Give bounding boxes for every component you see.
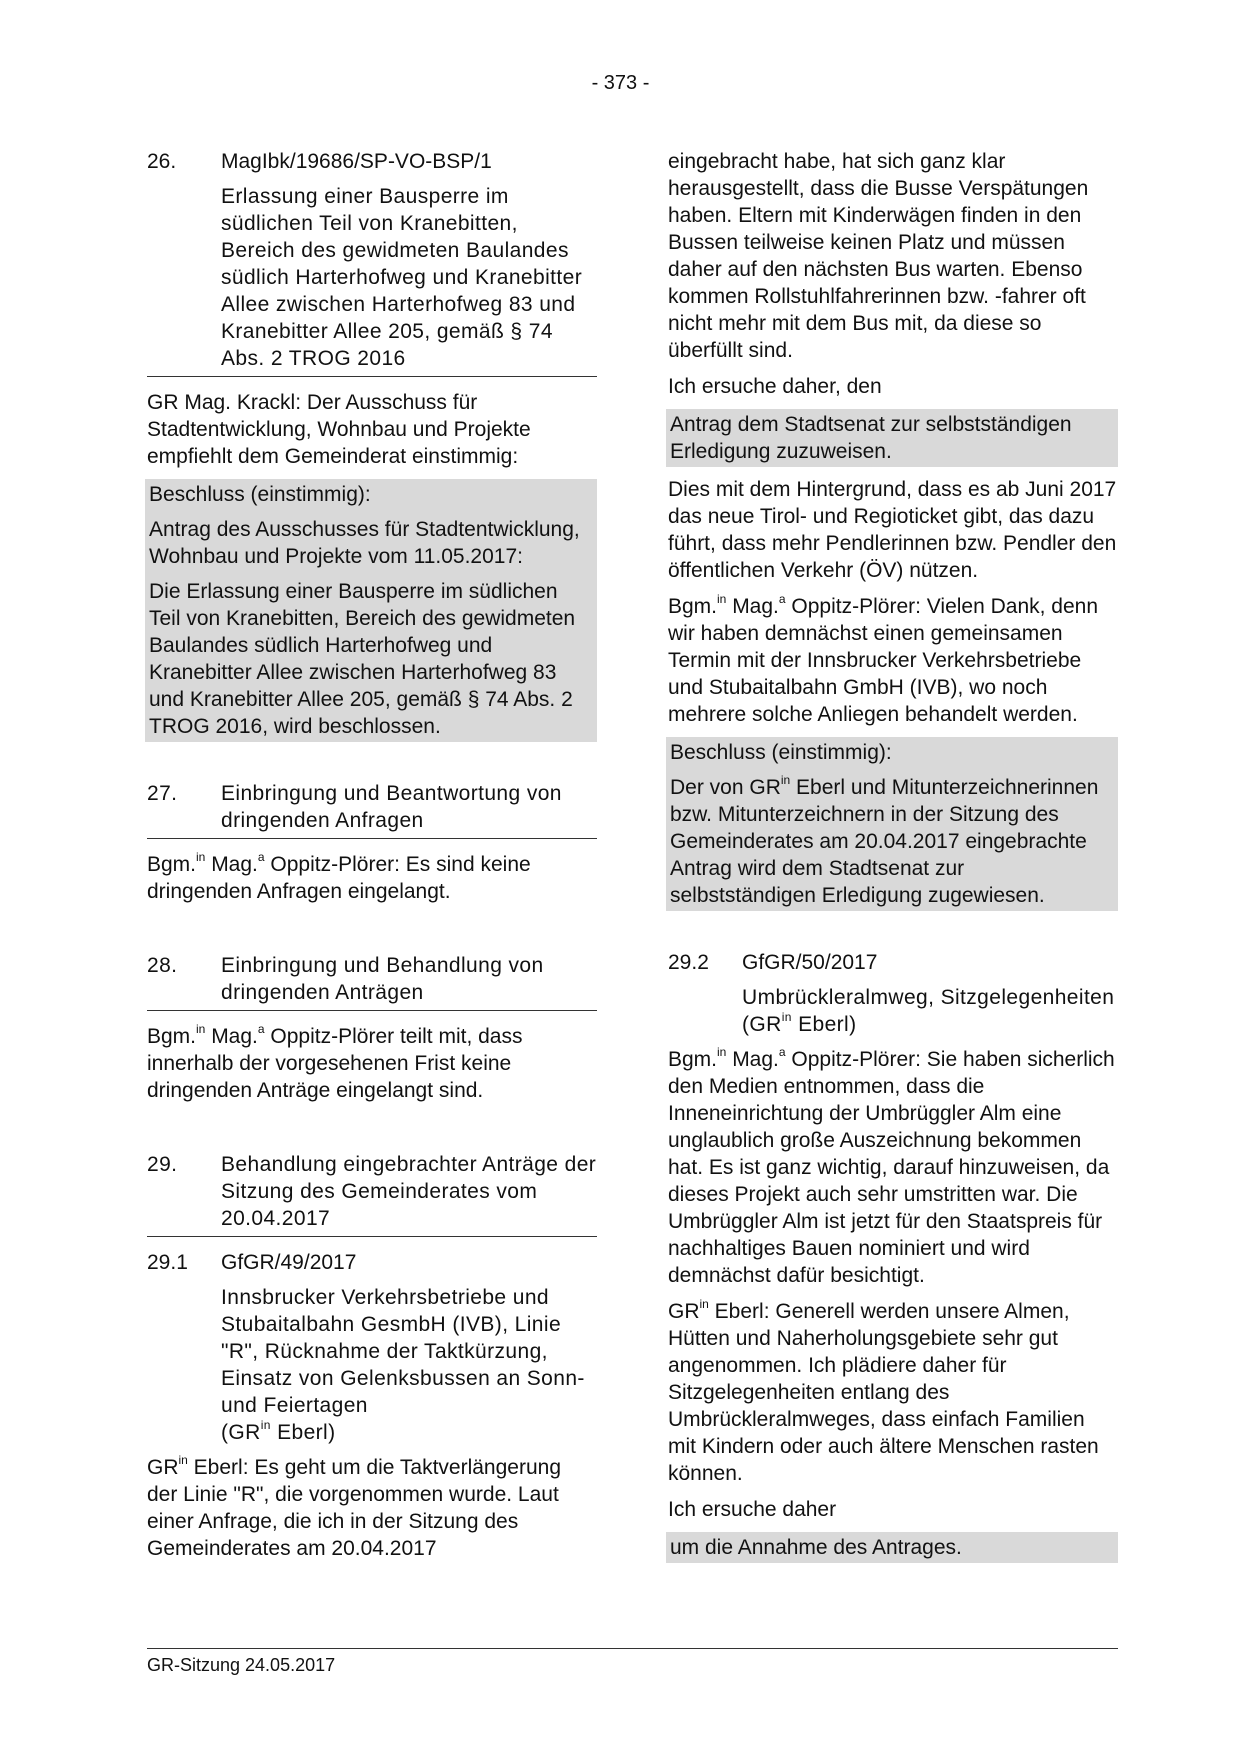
request-text: Ich ersuche daher bbox=[668, 1498, 837, 1521]
item-heading: Einbringung und Behandlung von dringenden Anträgen bbox=[221, 954, 544, 1004]
continued-text: eingebracht habe, hat sich ganz klar herausgestellt, dass die Busse Verspätungen haben. Eltern mit Kinderwägen finden in den Bussen teilweise keinen Platz und müssen daher auf den nächsten Bus warten. Ebenso kommen Rollstuhlfahrerinnen bzw. -fahrer oft nicht mehr mit dem Bus mit, da diese so überfüllt sind. bbox=[668, 150, 1089, 362]
left-column bbox=[147, 148, 597, 1571]
reply-text: Bgm.$^{in}$ Mag.$^a$ Oppitz-Plörer: Vielen Dank, denn wir haben demnächst einen gemeinsamen Termin mit der Innsbrucker Verkehrsbetriebe und Stubaitalbahn GmbH (IVB), wo noch mehrere solche Anliegen behandelt werden. bbox=[668, 592, 1099, 726]
item-29-2-title: Umbrückleralmweg, Sitzgelegenheiten ($GR^{in}$ Eberl) bbox=[742, 986, 1115, 1036]
item-28-text: Bgm.$^{in}$ Mag.$^a$ Oppitz-Plörer teilt mit, dass innerhalb der vorgesehenen Frist keine dringenden Anträge eingelangt sind. bbox=[147, 1022, 523, 1102]
item-29-1-header bbox=[147, 1249, 597, 1276]
right-column bbox=[668, 148, 1118, 1563]
item-29-2-text: Bgm.$^{in}$ Mag.$^a$ Oppitz-Plörer: Sie haben sicherlich den Medien entnommen, dass die Inneneinrichtung der Umbrüggler Alm eine unglaublich große Auszeichnung bekommen hat. Es ist ganz wichtig, darauf hinzuweisen, da dieses Projekt auch sehr umstritten war. Die Umbrüggler Alm ist jetzt für den Staatspreis für nachhaltiges Bauen nominiert und wird demnächst dafür besichtigt. bbox=[668, 1045, 1115, 1287]
item-28-title bbox=[147, 952, 597, 1011]
request-shaded: Antrag dem Stadtsenat zur selbstständigen Erledigung zuzuweisen. bbox=[666, 409, 1118, 467]
item-27-text: Bgm.$^{in}$ Mag.$^a$ Oppitz-Plörer: Es sind keine dringenden Anfragen eingelangt. bbox=[147, 850, 531, 903]
item-reference: GfGR/49/2017 bbox=[221, 1251, 357, 1274]
item-number: 28. bbox=[147, 954, 178, 977]
item-number: 29.2 bbox=[668, 951, 709, 974]
request-shaded: um die Annahme des Antrages. bbox=[666, 1532, 1118, 1563]
item-number: 29.1 bbox=[147, 1251, 188, 1274]
item-29-1-title: Innsbrucker Verkehrsbetriebe und Stubaitalbahn GesmbH (IVB), Linie "R", Rücknahme der Taktkürzung, Einsatz von Gelenksbussen an Sonn- und Feiertagen ($GR^{in}$ Eberl) bbox=[221, 1286, 585, 1444]
antrag-text: Antrag des Ausschusses für Stadtentwicklung, Wohnbau und Projekte vom 11.05.2017: bbox=[145, 510, 597, 572]
item-heading: Einbringung und Beantwortung von dringenden Anfragen bbox=[221, 782, 562, 832]
page-number: - 373 - bbox=[591, 72, 650, 94]
decision-text: Der von $GR^{in}$ Eberl und Mitunterzeichnerinnen bzw. Mitunterzeichnern in der Sitzung des Gemeinderates am 20.04.2017 eingebrachte Antrag wird dem Stadtsenat zur selbstständigen Erledigung zugewiesen. bbox=[666, 768, 1118, 911]
decision-text: Die Erlassung einer Bausperre im südlichen Teil von Kranebitten, Bereich des gewidmeten Baulandes südlich Harterhofweg und Kranebitter Allee zwischen Harterhofweg 83 und Kranebitter Allee 205, gemäß § 74 Abs. 2 TROG 2016, wird beschlossen. bbox=[145, 572, 597, 742]
item-29-2-gr-text: $GR^{in}$ Eberl: Generell werden unsere Almen, Hütten und Naherholungsgebiete sehr gut angenommen. Ich plädiere daher für Sitzgelegenheiten entlang des Umbrückleralmweges, dass einfach Familien mit Kindern oder auch ältere Menschen rasten können. bbox=[668, 1297, 1099, 1485]
footer: GR-Sitzung 24.05.2017 bbox=[147, 1648, 1118, 1676]
request-text: Ich ersuche daher, den bbox=[668, 375, 882, 398]
item-26-intro: GR Mag. Krackl: Der Ausschuss für Stadtentwicklung, Wohnbau und Projekte empfiehlt dem Gemeinderat einstimmig: bbox=[147, 391, 531, 468]
beschluss-label: Beschluss (einstimmig): bbox=[145, 479, 597, 510]
item-number: 26. bbox=[147, 150, 177, 173]
item-26-title: Erlassung einer Bausperre im südlichen Teil von Kranebitten, Bereich des gewidmeten Baulandes südlich Harterhofweg und Kranebitter Allee zwischen Harterhofweg 83 und Kranebitter Allee 205, gemäß § 74 Abs. 2 TROG 2016 bbox=[147, 183, 597, 377]
item-27-title bbox=[147, 780, 597, 839]
item-29-1-text: $GR^{in}$ Eberl: Es geht um die Taktverlängerung der Linie "R", die vorgenommen wurde. Laut einer Anfrage, die ich in der Sitzung des Gemeinderates am 20.04.2017 bbox=[147, 1453, 562, 1560]
item-26-header bbox=[147, 148, 597, 175]
item-heading: Behandlung eingebrachter Anträge der Sitzung des Gemeinderates vom 20.04.2017 bbox=[221, 1153, 597, 1230]
item-reference: MagIbk/19686/SP-VO-BSP/1 bbox=[221, 150, 492, 173]
background-text: Dies mit dem Hintergrund, dass es ab Juni 2017 das neue Tirol- und Regioticket gibt, das dazu führt, dass mehr Pendlerinnen bzw. Pendler den öffentlichen Verkehr (ÖV) nützen. bbox=[668, 478, 1117, 582]
item-number: 29. bbox=[147, 1153, 178, 1176]
item-29-2-header bbox=[668, 949, 1118, 976]
beschluss-label: Beschluss (einstimmig): bbox=[666, 737, 1118, 768]
item-reference: GfGR/50/2017 bbox=[742, 951, 878, 974]
item-number: 27. bbox=[147, 782, 178, 805]
item-29-title bbox=[147, 1151, 597, 1237]
